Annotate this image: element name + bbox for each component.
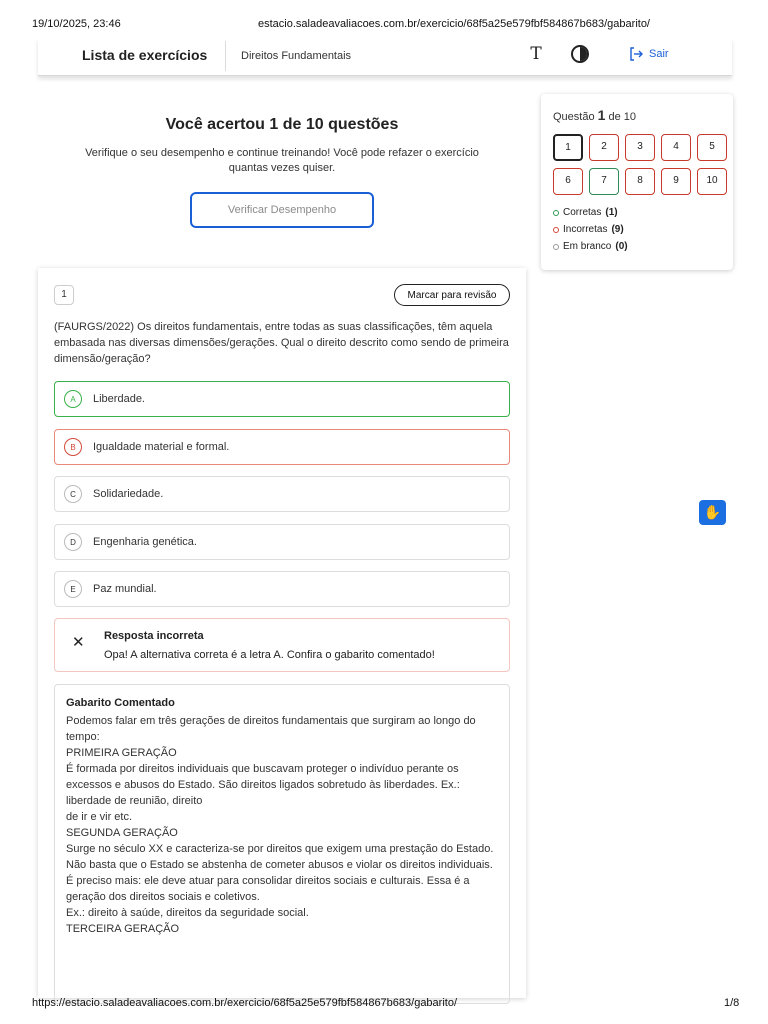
logout-label: Sair bbox=[649, 48, 669, 60]
print-page-number: 1/8 bbox=[724, 997, 740, 1009]
app-title: Lista de exercícios bbox=[82, 47, 208, 63]
result-title: Você acertou 1 de 10 questões bbox=[165, 116, 399, 133]
mark-for-review-button[interactable]: Marcar para revisão bbox=[394, 284, 510, 306]
close-icon: ✕ bbox=[72, 634, 85, 651]
subject-title: Direitos Fundamentais bbox=[241, 50, 352, 62]
red-dot-icon bbox=[553, 227, 559, 233]
question-number: 1 bbox=[54, 285, 74, 305]
option-letter: B bbox=[64, 438, 82, 456]
question-nav-button[interactable]: 7 bbox=[589, 168, 619, 195]
commented-answer-line: PRIMEIRA GERAÇÃO bbox=[66, 747, 177, 759]
question-nav-button[interactable]: 9 bbox=[661, 168, 691, 195]
green-dot-icon bbox=[553, 210, 559, 216]
option-letter: A bbox=[64, 390, 82, 408]
legend-blank-label: Em branco bbox=[563, 241, 612, 252]
legend-incorrect bbox=[553, 221, 628, 238]
commented-answer bbox=[54, 684, 510, 1004]
print-header bbox=[0, 0, 768, 40]
commented-answer-line: TERCEIRA GERAÇÃO bbox=[66, 923, 180, 935]
print-url: estacio.saladeavaliacoes.com.br/exercicio/68f5a25e579fbf584867b683/gabarito/ bbox=[258, 18, 650, 30]
commented-answer-line: Podemos falar em três gerações de direitos fundamentais que surgiram ao longo do tempo: bbox=[66, 715, 476, 743]
answer-option-c[interactable] bbox=[54, 476, 510, 512]
navigator-legend bbox=[553, 204, 628, 255]
navigator-title bbox=[553, 107, 636, 123]
option-text: Solidariedade. bbox=[93, 488, 164, 500]
option-text: Engenharia genética. bbox=[93, 536, 197, 548]
feedback-message: Opa! A alternativa correta é a letra A. Confira o gabarito comentado! bbox=[104, 649, 435, 661]
navigator-label: Questão bbox=[553, 111, 595, 123]
question-nav-button[interactable]: 5 bbox=[697, 134, 727, 161]
legend-incorrect-count: (9) bbox=[611, 224, 624, 235]
option-letter: C bbox=[64, 485, 82, 503]
result-summary bbox=[38, 100, 526, 216]
commented-answer-line: Surge no século XX e caracteriza-se por direitos que exigem uma prestação do Estado. Não basta que o Estado se abstenha de cometer abusos e violar os direitos individuais. É preciso mais: ele deve atuar para consolidar direitos sociais e culturais. Essa é a geração dos direitos sociais e coletivos. bbox=[66, 843, 494, 903]
option-text: Paz mundial. bbox=[93, 583, 157, 595]
question-nav-button[interactable]: 6 bbox=[553, 168, 583, 195]
question-navigator bbox=[541, 94, 733, 270]
gray-dot-icon bbox=[553, 244, 559, 250]
logout-icon bbox=[628, 46, 644, 62]
question-nav-button[interactable]: 3 bbox=[625, 134, 655, 161]
answer-option-e[interactable] bbox=[54, 571, 510, 607]
question-nav-button[interactable]: 8 bbox=[625, 168, 655, 195]
logout-button[interactable] bbox=[628, 46, 669, 62]
check-performance-button[interactable]: Verificar Desempenho bbox=[190, 192, 374, 228]
legend-blank-count: (0) bbox=[615, 241, 628, 252]
question-nav-button[interactable]: 4 bbox=[661, 134, 691, 161]
question-grid bbox=[553, 134, 727, 195]
option-text: Igualdade material e formal. bbox=[93, 441, 230, 453]
answer-option-d[interactable] bbox=[54, 524, 510, 560]
font-size-icon[interactable]: T bbox=[530, 44, 542, 64]
answer-option-b[interactable] bbox=[54, 429, 510, 465]
legend-incorrect-label: Incorretas bbox=[563, 224, 608, 235]
option-letter: E bbox=[64, 580, 82, 598]
legend-correct bbox=[553, 204, 628, 221]
question-nav-button[interactable]: 2 bbox=[589, 134, 619, 161]
commented-answer-line: SEGUNDA GERAÇÃO bbox=[66, 827, 178, 839]
result-message: Verifique o seu desempenho e continue treinando! Você pode refazer o exercício quantas vezes quiser. bbox=[85, 147, 479, 174]
commented-answer-line: É formada por direitos individuais que buscavam proteger o indivíduo perante os excessos e abusos do Estado. São direitos ligados sobretudo às liberdades. Ex.: liberdade de reunião, direito bbox=[66, 763, 460, 807]
question-nav-button[interactable]: 1 bbox=[553, 134, 583, 161]
legend-correct-label: Corretas bbox=[563, 207, 602, 218]
contrast-icon[interactable] bbox=[571, 45, 589, 63]
option-letter: D bbox=[64, 533, 82, 551]
commented-answer-body bbox=[66, 713, 498, 937]
header-divider bbox=[225, 41, 226, 71]
question-card bbox=[38, 268, 526, 998]
legend-correct-count: (1) bbox=[605, 207, 618, 218]
commented-answer-title: Gabarito Comentado bbox=[66, 697, 175, 709]
answer-option-a[interactable] bbox=[54, 381, 510, 417]
top-bar bbox=[38, 38, 732, 76]
sign-language-hands-icon[interactable]: ✋ bbox=[699, 500, 726, 525]
legend-blank bbox=[553, 238, 628, 255]
print-date: 19/10/2025, 23:46 bbox=[32, 18, 121, 30]
navigator-current: 1 bbox=[597, 107, 606, 123]
print-footer-url: https://estacio.saladeavaliacoes.com.br/exercicio/68f5a25e579fbf584867b683/gabarito/ bbox=[32, 997, 458, 1009]
feedback-box bbox=[54, 618, 510, 672]
navigator-total: de 10 bbox=[608, 111, 637, 123]
commented-answer-line: Ex.: direito à saúde, direitos da seguridade social. bbox=[66, 907, 309, 919]
commented-answer-line: de ir e vir etc. bbox=[66, 811, 133, 823]
question-nav-button[interactable]: 10 bbox=[697, 168, 727, 195]
feedback-title: Resposta incorreta bbox=[104, 630, 204, 642]
question-text: (FAURGS/2022) Os direitos fundamentais, entre todas as suas classificações, têm aquela embasada nas diversas dimensões/gerações. Qual o direito descrito como sendo de primeira dimensão/geração? bbox=[54, 321, 509, 365]
option-text: Liberdade. bbox=[93, 393, 145, 405]
